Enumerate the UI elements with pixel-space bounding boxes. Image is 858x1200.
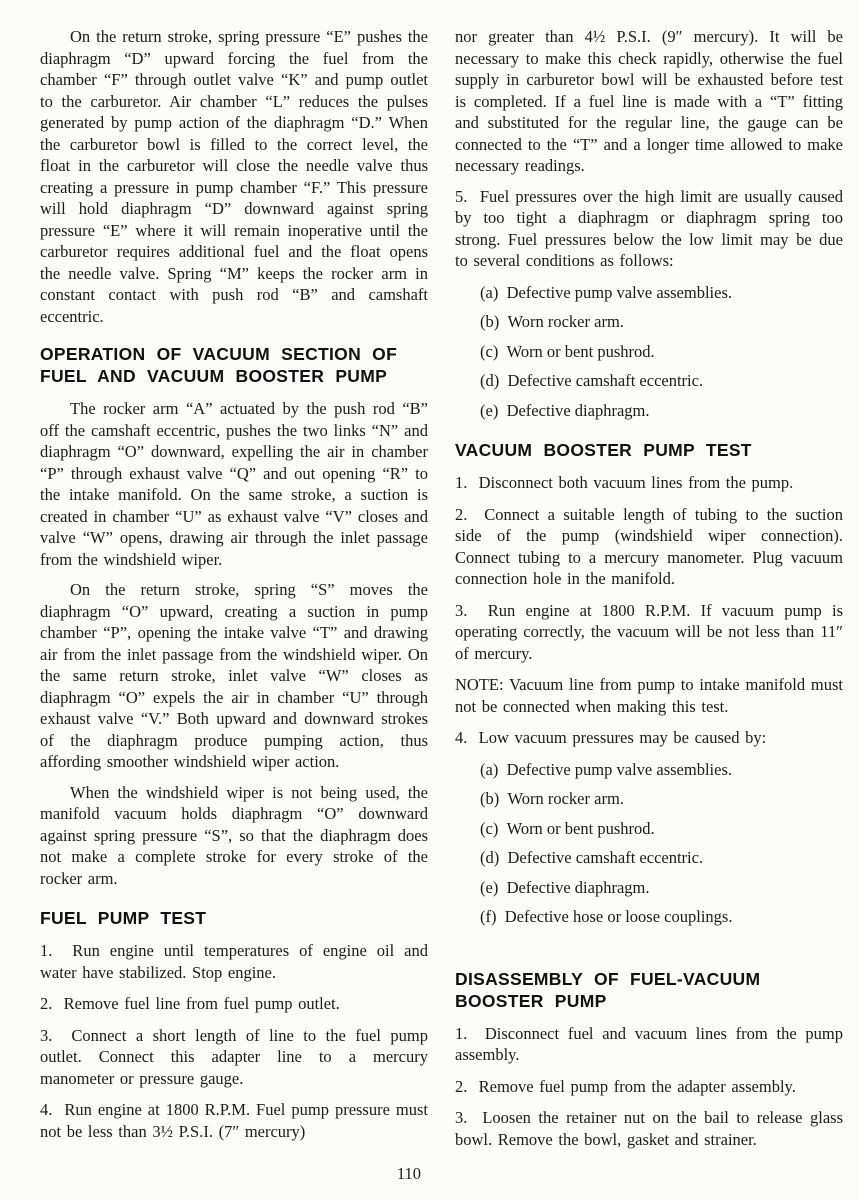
low-vacuum-cause-a: (a) Defective pump valve assemblies. [480, 759, 732, 779]
section-heading-disassembly [455, 968, 843, 1012]
vacuum-test-step-2: 2. Connect a suitable length of tubing to the suction side of the pump (windshield wiper connection). Connect tubing to a mercury manometer. Plug vacuum connection hole in the manifold. [455, 504, 843, 588]
left-column [40, 26, 428, 1160]
paragraph-return-stroke-vacuum: On the return stroke, spring “S” moves the diaphragm “O” upward, creating a suction in pump chamber “P”, opening the intake valve “T” and drawing air from the inlet passage from the windshield wiper. On the same return stroke, inlet valve “W” closes as diaphragm “O” expels the air in chamber “U” through exhaust valve “V.” Both upward and downward strokes of the diaphragm produce pumping action, thus affording smoother windshield wiper action. [40, 580, 428, 771]
low-vacuum-cause-b: (b) Worn rocker arm. [480, 789, 624, 808]
section-heading-operation-vacuum [40, 343, 428, 387]
heading-line-2: BOOSTER PUMP [455, 990, 607, 1011]
low-pressure-cause-e: (e) Defective diaphragm. [480, 400, 650, 420]
low-vacuum-cause-f: (f) Defective hose or loose couplings. [480, 907, 733, 926]
low-vacuum-cause-e: (e) Defective diaphragm. [480, 877, 650, 897]
fuel-pump-test-step-5: 5. Fuel pressures over the high limit are usually caused by too tight a diaphragm or diaphragm spring too strong. Fuel pressures below the low limit may be due to several conditions as follows: [455, 186, 843, 270]
right-column [455, 26, 843, 1160]
fuel-pump-test-step-2: 2. Remove fuel line from fuel pump outlet. [40, 994, 340, 1013]
paragraph-fuel-pressure-continuation: nor greater than 4½ P.S.I. (9″ mercury). It will be necessary to make this check rapidly, otherwise the fuel supply in carburetor bowl will be exhausted before test is completed. If a fuel line is made with a “T” fitting and substituted for the regular line, the gauge can be connected to the “T” and a longer time allowed to make necessary readings. [455, 27, 843, 175]
heading-line-1: OPERATION OF VACUUM SECTION OF [40, 344, 398, 364]
low-pressure-cause-b: (b) Worn rocker arm. [480, 312, 624, 331]
section-heading-fuel-pump-test: FUEL PUMP TEST [40, 908, 207, 928]
low-pressure-cause-d: (d) Defective camshaft eccentric. [480, 371, 704, 390]
vacuum-test-step-4: 4. Low vacuum pressures may be caused by: [455, 728, 767, 747]
paragraph-wiper-not-used: When the windshield wiper is not being used, the manifold vacuum holds diaphragm “O” downward against spring pressure “S”, so that the diaphragm does not make a complete stroke for every stroke of the rocker arm. [40, 782, 428, 888]
note-paragraph: NOTE: Vacuum line from pump to intake manifold must not be connected when making this test. [455, 675, 843, 716]
fuel-pump-test-step-4: 4. Run engine at 1800 R.P.M. Fuel pump pressure must not be less than 3½ P.S.I. (7″ mercury) [40, 1100, 428, 1141]
disassembly-step-1: 1. Disconnect fuel and vacuum lines from the pump assembly. [455, 1023, 843, 1064]
low-vacuum-cause-c: (c) Worn or bent pushrod. [480, 818, 655, 838]
disassembly-step-2: 2. Remove fuel pump from the adapter assembly. [455, 1076, 796, 1096]
heading-line-1: DISASSEMBLY OF FUEL-VACUUM [455, 968, 761, 989]
low-pressure-cause-c: (c) Worn or bent pushrod. [480, 341, 655, 361]
fuel-pump-test-step-3: 3. Connect a short length of line to the fuel pump outlet. Connect this adapter line to a mercury manometer or pressure gauge. [40, 1025, 428, 1088]
vacuum-test-step-3: 3. Run engine at 1800 R.P.M. If vacuum pump is operating correctly, the vacuum will be not less than 11″ of mercury. [455, 600, 843, 663]
paragraph-rocker-arm: The rocker arm “A” actuated by the push rod “B” off the camshaft eccentric, pushes the two links “N” and diaphragm “O” downward, expelling the air in chamber “P” through exhaust valve “Q” and out opening “R” to the intake manifold. On the same stroke, a suction is created in chamber “U” as exhaust valve “V” closes and valve “W” opens, drawing air through the inlet passage from the windshield wiper. [40, 399, 428, 569]
vacuum-test-step-1: 1. Disconnect both vacuum lines from the pump. [455, 473, 794, 492]
low-pressure-cause-a: (a) Defective pump valve assemblies. [480, 282, 732, 302]
paragraph-return-stroke-fuel: On the return stroke, spring pressure “E” pushes the diaphragm “D” upward forcing the fuel from the chamber “F” through outlet valve “K” and pump outlet to the carburetor. Air chamber “L” reduces the pulses generated by pump action of the diaphragm “D.” When the carburetor bowl is filled to the correct level, the float in the carburetor will close the needle valve thus creating a pressure in pump chamber “F.” This pressure will hold diaphragm “D” downward against spring pressure “E” where it will remain inoperative until the carburetor requires additional fuel and the float opens the needle valve. Spring “M” keeps the rocker arm in constant contact with push rod “B” and camshaft eccentric. [40, 27, 428, 326]
fuel-pump-test-step-1: 1. Run engine until temperatures of engine oil and water have stabilized. Stop engine. [40, 941, 428, 982]
section-heading-vacuum-booster-pump-test: VACUUM BOOSTER PUMP TEST [455, 440, 752, 460]
heading-line-2: FUEL AND VACUUM BOOSTER PUMP [40, 366, 388, 386]
page-number: 110 [396, 1164, 422, 1183]
low-vacuum-cause-d: (d) Defective camshaft eccentric. [480, 848, 704, 867]
disassembly-step-3: 3. Loosen the retainer nut on the bail to release glass bowl. Remove the bowl, gasket and strainer. [455, 1108, 843, 1149]
